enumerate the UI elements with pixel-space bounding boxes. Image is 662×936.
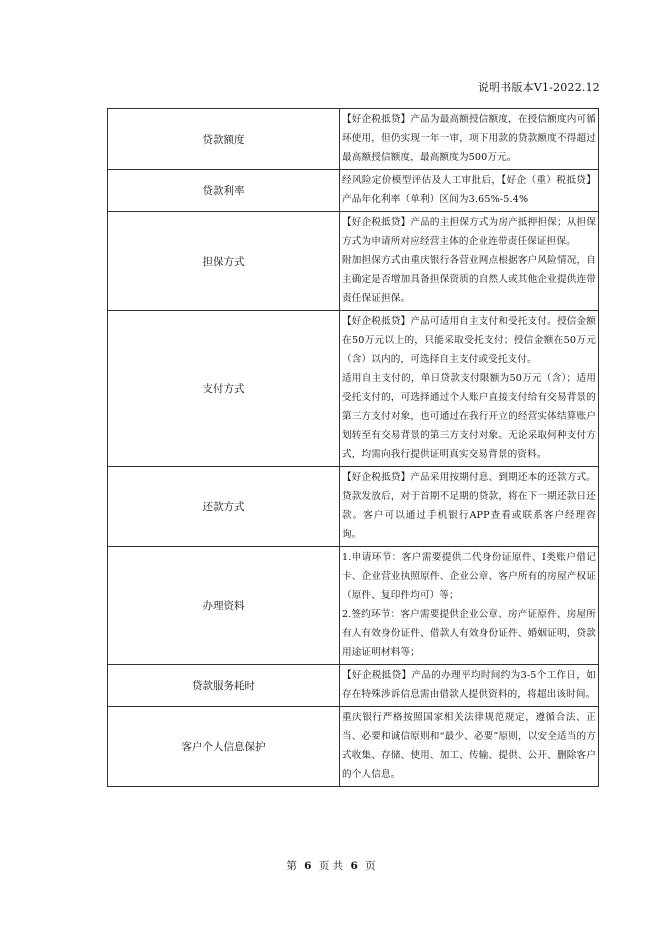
footer-prefix: 第: [286, 860, 297, 872]
content-paragraph: 重庆银行严格按照国家相关法律规范规定，遵循合法、正当、必要和诚信原则和“最少、必要”原则，以安全适当的方式收集、存储、使用、加工、传输、提供、公开、删除客户的个人信息。: [342, 712, 596, 780]
row-content: [340, 665, 599, 707]
document-version: 说明书版本V1-2022.12: [477, 81, 600, 94]
table-row: [108, 212, 599, 311]
table-row: [108, 467, 599, 547]
content-paragraph: 经风险定价模型评估及人工审批后，【好企（重）税抵贷】产品年化利率（单利）区间为3.65%-5.4%: [342, 175, 596, 205]
product-info-table: [107, 108, 599, 787]
total-pages-number: 6: [350, 860, 358, 872]
row-label: 贷款额度: [108, 109, 340, 170]
table-row: [108, 311, 599, 467]
content-paragraph: 1.申请环节：客户需要提供二代身份证原件、I类账户借记卡、企业营业执照原件、企业公章、客户所有的房屋产权证（原件、复印件均可）等；: [342, 552, 596, 601]
content-paragraph: 2.签约环节：客户需要提供企业公章、房产证原件、房屋所有人有效身份证件、借款人有效身份证件、婚姻证明，贷款用途证明材料等；: [342, 609, 596, 658]
row-content: [340, 170, 599, 212]
footer-suffix: 页: [365, 860, 376, 872]
content-paragraph: 【好企税抵贷】产品为最高额授信额度，在授信额度内可循环使用，但仍实现一年一审，项下用款的贷款额度不得超过最高额授信额度，最高额度为500万元。: [342, 114, 596, 163]
row-label: 客户个人信息保护: [108, 707, 340, 787]
row-content: [340, 547, 599, 665]
row-content: [340, 467, 599, 547]
row-content: [340, 311, 599, 467]
row-label: 贷款服务耗时: [108, 665, 340, 707]
content-paragraph: 【好企税抵贷】产品采用按期付息、到期还本的还款方式。贷款发放后，对于首期不足期的贷款，将在下一期还款日还款。客户可以通过手机银行APP查看或联系客户经理咨询。: [342, 472, 596, 540]
current-page-number: 6: [304, 860, 312, 872]
row-label: 办理资料: [108, 547, 340, 665]
row-label: 担保方式: [108, 212, 340, 311]
row-content: [340, 109, 599, 170]
table-row: [108, 665, 599, 707]
content-paragraph: 【好企税抵贷】产品的办理平均时间约为3-5个工作日，如存在特殊涉诉信息需由借款人提供资料的，将超出该时间。: [342, 670, 596, 700]
table-row: [108, 170, 599, 212]
content-paragraph: 适用自主支付的，单日贷款支付限额为50万元（含）；适用受托支付的，可选择通过个人账户直接支付给有交易背景的第三方支付对象，也可通过在我行开立的经营实体结算账户划转至有交易背景的第三方支付对象。无论采取何种支付方式，均需向我行提供证明真实交易背景的资料。: [342, 373, 596, 460]
row-label: 还款方式: [108, 467, 340, 547]
page-footer: [0, 858, 662, 873]
footer-middle: 页 共: [318, 860, 344, 872]
content-paragraph: 【好企税抵贷】产品的主担保方式为房产抵押担保；从担保方式为申请所对应经营主体的企业连带责任保证担保。: [342, 217, 596, 247]
table-row: [108, 109, 599, 170]
content-paragraph: 【好企税抵贷】产品可适用自主支付和受托支付。授信金额在50万元以上的，只能采取受托支付；授信金额在50万元（含）以内的，可选择自主支付或受托支付。: [342, 316, 596, 365]
row-label: 贷款利率: [108, 170, 340, 212]
row-content: [340, 707, 599, 787]
row-label: 支付方式: [108, 311, 340, 467]
table-row: [108, 547, 599, 665]
row-content: [340, 212, 599, 311]
table-row: [108, 707, 599, 787]
content-paragraph: 附加担保方式由重庆银行各营业网点根据客户风险情况，自主确定是否增加具备担保资质的自然人或其他企业提供连带责任保证担保。: [342, 255, 596, 304]
